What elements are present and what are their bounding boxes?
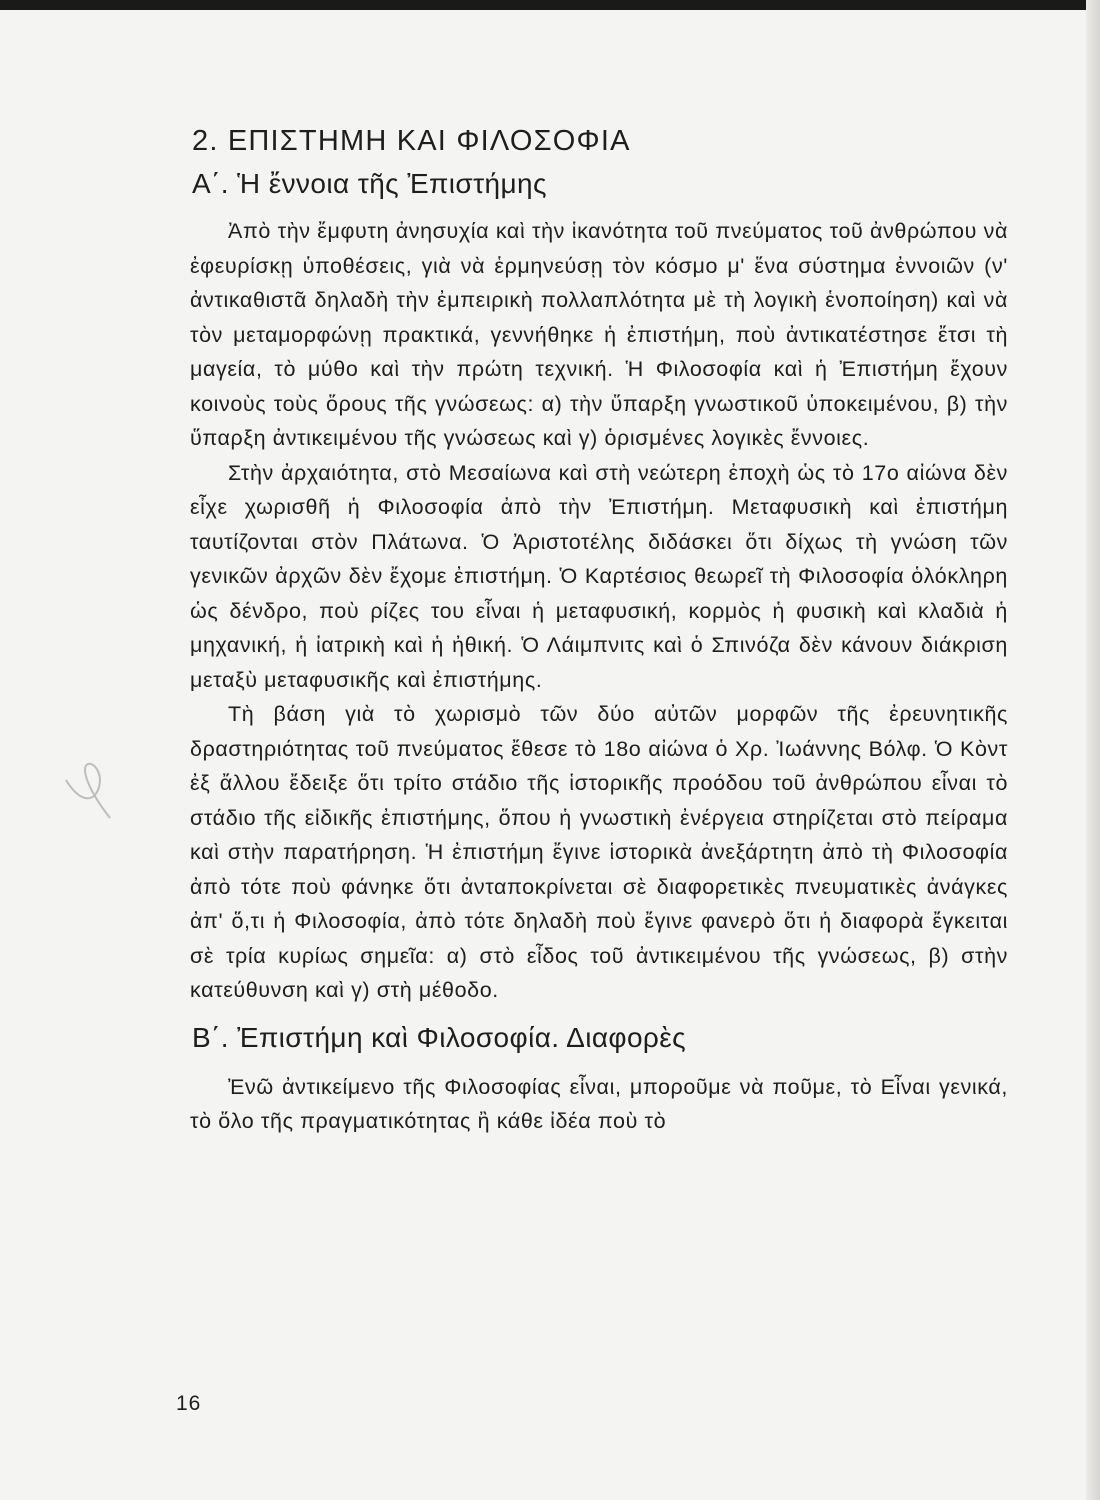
paragraph: Τὴ βάση γιὰ τὸ χωρισμὸ τῶν δύο αὐτῶν μορφῶν τῆς ἐρευνητικῆς δραστηριότητας τοῦ πνεύματος ἔθεσε τὸ 18ο αἰώνα ὁ Χρ. Ἰωάννης Βόλφ. Ὁ Κὸντ ἐξ ἄλλου ἔδειξε ὅτι τρίτο στάδιο τῆς ἱστορικῆς προόδου τοῦ ἀνθρώπου εἶναι τὸ στάδιο τῆς εἰδικῆς ἐπιστήμης, ὅπου ἡ γνωστικὴ ἐνέργεια στηρίζεται στὸ πείραμα καὶ στὴν παρατήρηση. Ἡ ἐπιστήμη ἔγινε ἱστορικὰ ἀνεξάρτητη ἀπὸ τὴ Φιλοσοφία ἀπὸ τότε ποὺ φάνηκε ὅτι ἀνταποκρίνεται σὲ διαφορετικὲς πνευματικὲς ἀνάγκες ἀπ' ὅ,τι ἡ Φιλοσοφία, ἀπὸ τότε δηλαδὴ ποὺ ἔγινε φανερὸ ὅτι ἡ διαφορὰ ἔγκειται σὲ τρία κυρίως σημεῖα: α) στὸ εἶδος τοῦ ἀντικειμένου τῆς γνώσεως, β) στὴν κατεύθυνση καὶ γ) στὴ μέθοδο.: [190, 702, 1008, 1002]
paragraph: Στὴν ἀρχαιότητα, στὸ Μεσαίωνα καὶ στὴ νεώτερη ἐποχὴ ὡς τὸ 17ο αἰώνα δὲν εἶχε χωρισθῆ ἡ Φιλοσοφία ἀπὸ τὴν Ἐπιστήμη. Μεταφυσικὴ καὶ ἐπιστήμη ταυτίζονται στὸν Πλάτωνα. Ὁ Ἀριστοτέλης διδάσκει ὅτι δίχως τὴ γνώση τῶν γενικῶν ἀρχῶν δὲν ἔχομε ἐπιστήμη. Ὁ Καρτέσιος θεωρεῖ τὴ Φιλοσοφία ὁλόκληρη ὡς δένδρο, ποὺ ρίζες του εἶναι ἡ μεταφυσική, κορμὸς ἡ φυσικὴ καὶ κλαδιὰ ἡ μηχανική, ἡ ἰατρικὴ καὶ ἡ ἠθική. Ὁ Λάιμπνιτς καὶ ὁ Σπινόζα δὲν κάνουν διάκριση μεταξὺ μεταφυσικῆς καὶ ἐπιστήμης.: [190, 460, 1008, 692]
pencil-margin-mark: [58, 740, 128, 830]
chapter-title: 2. ΕΠΙΣΤΗΜΗ ΚΑΙ ΦΙΛΟΣΟΦΙΑ: [192, 125, 631, 157]
paragraph: Ἀπὸ τὴν ἔμφυτη ἀνησυχία καὶ τὴν ἱκανότητα τοῦ πνεύματος τοῦ ἀνθρώπου νὰ ἐφευρίσκῃ ὑποθέσεις, γιὰ νὰ ἑρμηνεύσῃ τὸν κόσμο μ' ἕνα σύστημα ἐννοιῶν (ν' ἀντικαθιστᾶ δηλαδὴ τὴν ἐμπειρικὴ πολλαπλότητα μὲ τὴ λογικὴ ἑνοποίηση) καὶ νὰ τὸν μεταμορφώνῃ πρακτικά, γεννήθηκε ἡ ἐπιστήμη, ποὺ ἀντικατέστησε ἔτσι τὴ μαγεία, τὸ μύθο καὶ τὴν πρώτη τεχνική. Ἡ Φιλοσοφία καὶ ἡ Ἐπιστήμη ἔχουν κοινοὺς τοὺς ὅρους τῆς γνώσεως: α) τὴν ὕπαρξη γνωστικοῦ ὑποκειμένου, β) τὴν ὕπαρξη ἀντικειμένου τῆς γνώσεως καὶ γ) ὁρισμένες λογικὲς ἔννοιες.: [190, 219, 1008, 450]
scan-top-edge: [0, 0, 1100, 10]
section-b-title: Β΄. Ἐπιστήμη καὶ Φιλοσοφία. Διαφορὲς: [192, 1021, 687, 1053]
paragraph: Ἐνῶ ἀντικείμενο τῆς Φιλοσοφίας εἶναι, μποροῦμε νὰ ποῦμε, τὸ Εἶναι γενικά, τὸ ὅλο τῆς πραγματικότητας ἢ κάθε ἰδέα ποὺ τὸ: [190, 1074, 1008, 1133]
section-a-title: Α΄. Ἡ ἔννοια τῆς Ἐπιστήμης: [192, 168, 547, 199]
page-number: 16: [176, 1392, 202, 1415]
scan-right-edge: [1086, 0, 1100, 1500]
book-page: [190, 120, 1008, 1139]
